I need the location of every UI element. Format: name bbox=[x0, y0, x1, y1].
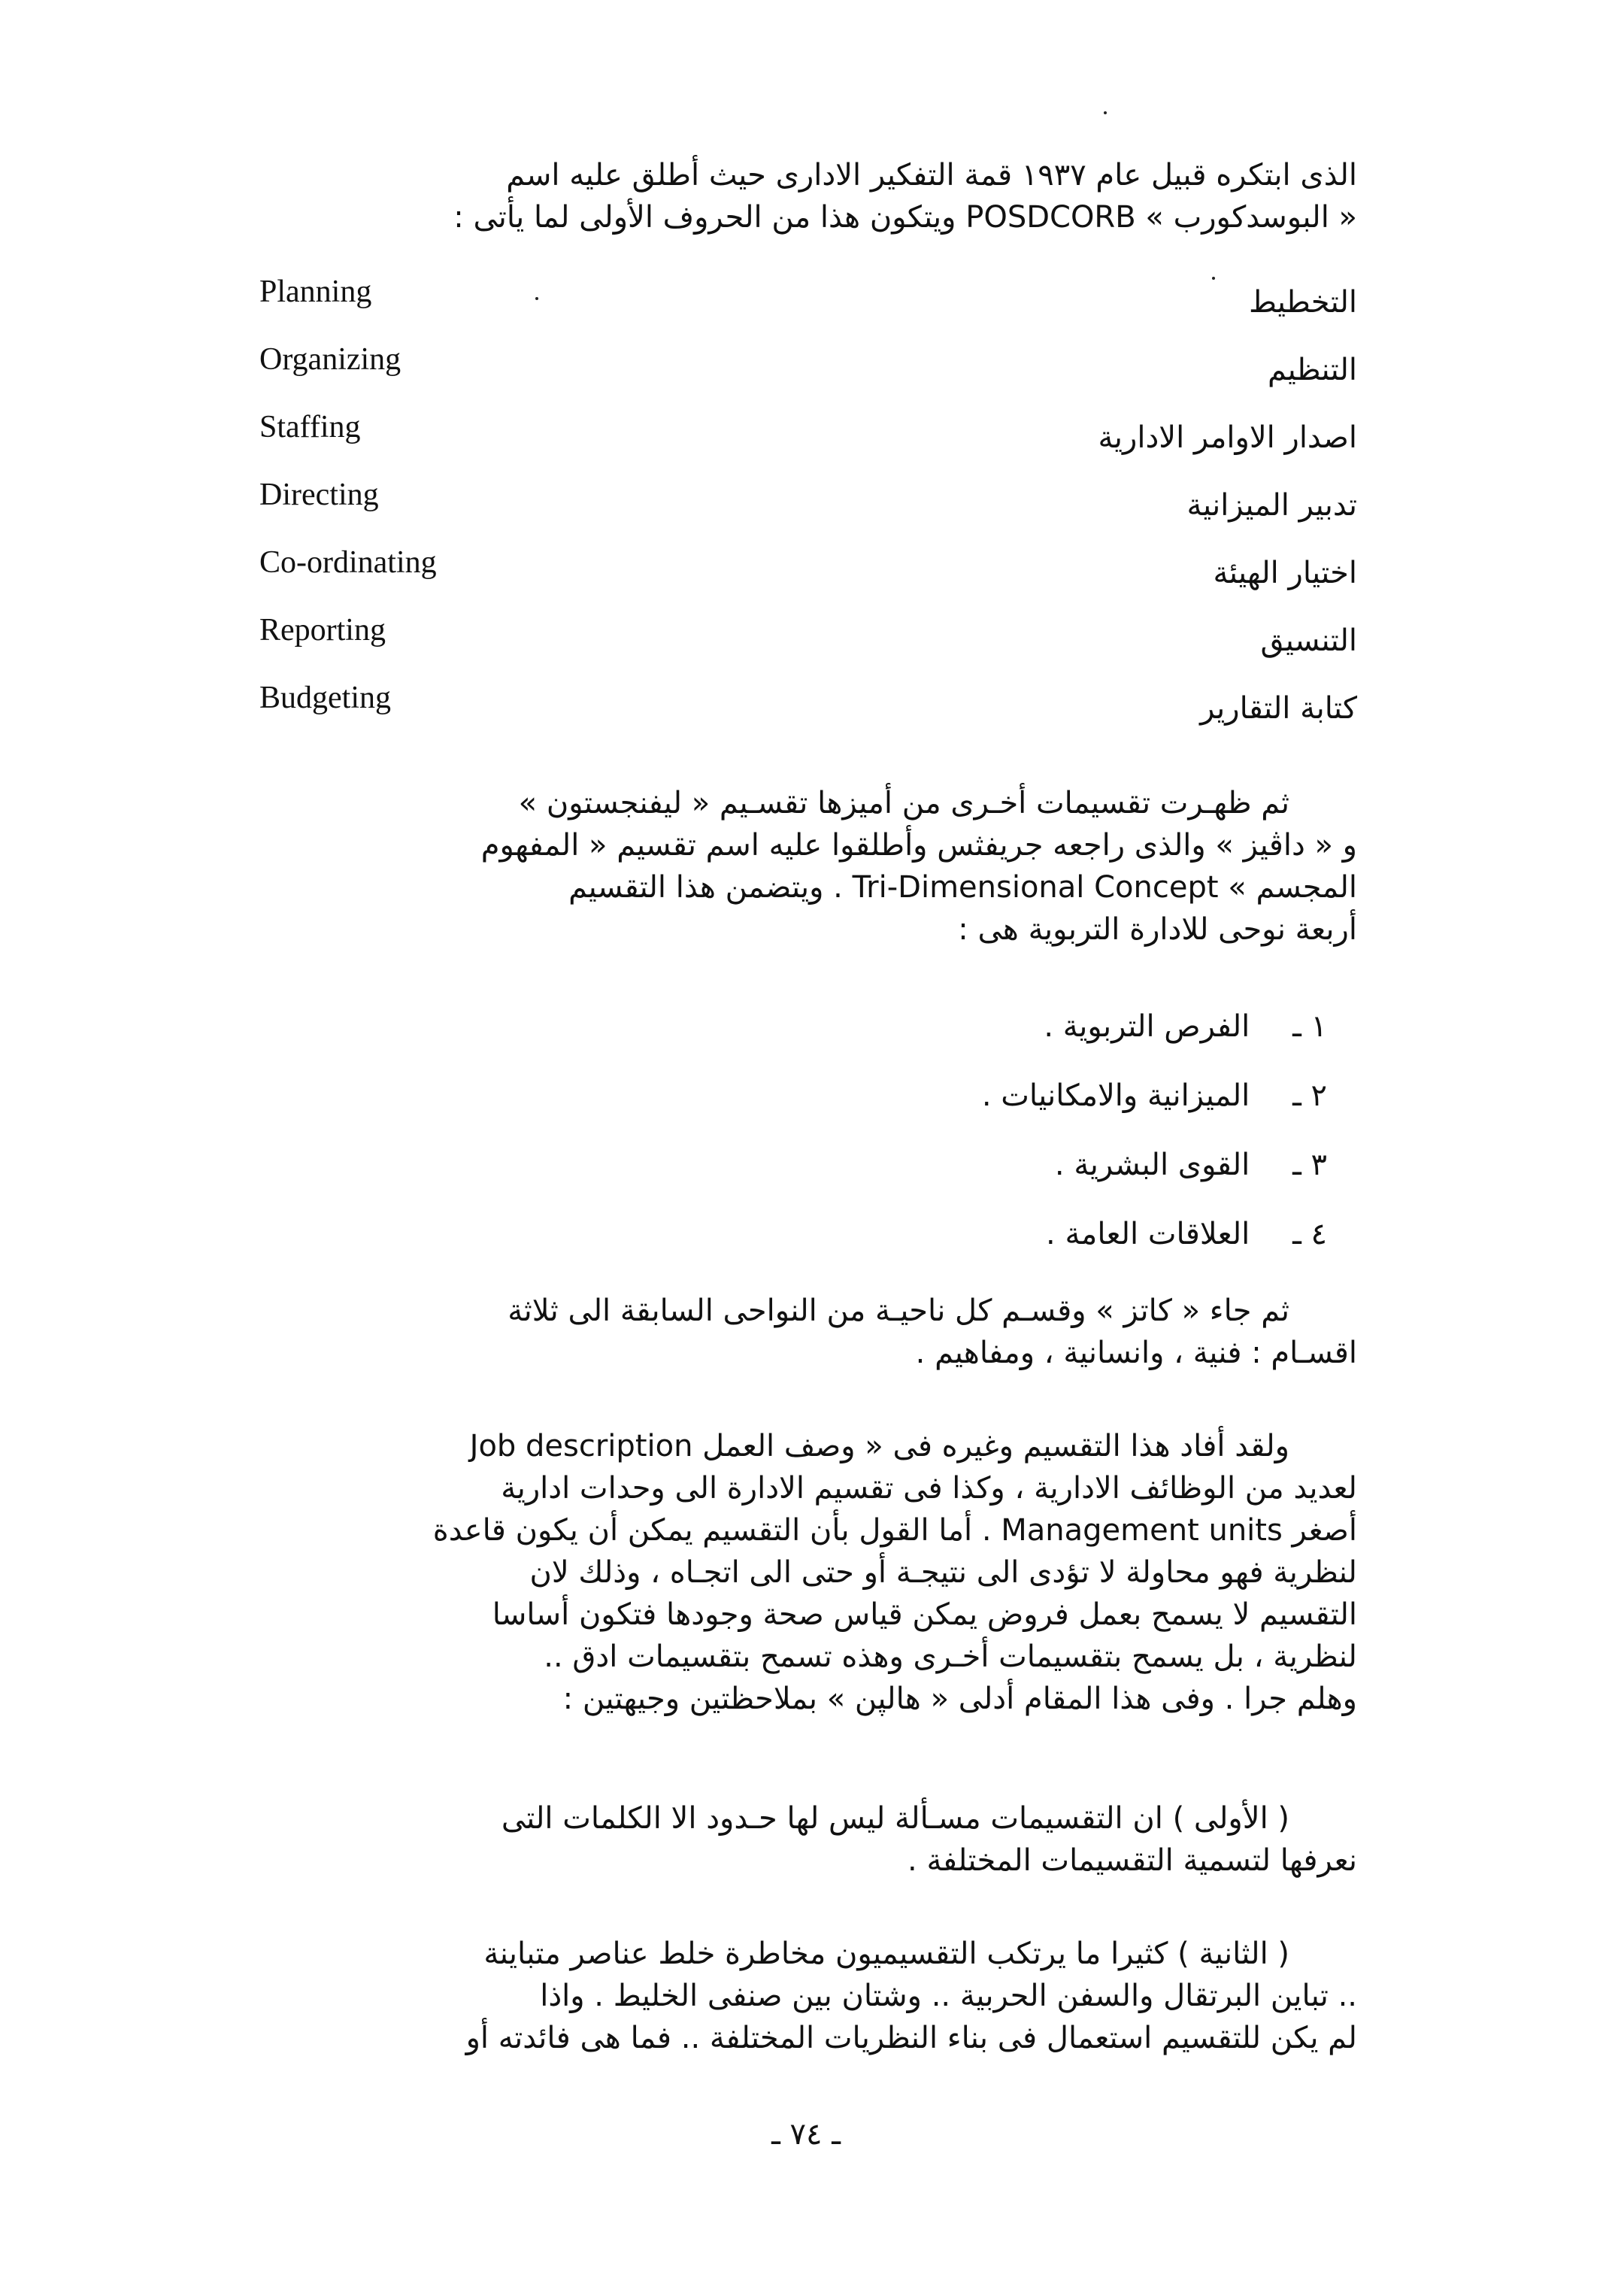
term-arabic: اختيار الهيئة bbox=[1213, 556, 1357, 590]
list-text: الميزانية والامكانيات . bbox=[981, 1078, 1250, 1113]
term-arabic: التنسيق bbox=[1260, 623, 1357, 658]
term-arabic: تدبير الميزانية bbox=[1186, 488, 1357, 523]
paragraph-line: .. تباين البرتقال والسفن الحربية .. وشتان بين صنفى الخليط . واذا bbox=[540, 1979, 1357, 2013]
term-row bbox=[259, 406, 1357, 475]
paragraph-line: ( الثانية ) كثيرا ما يرتكب التقسيميون مخاطرة خلط عناصر متباينة bbox=[483, 1937, 1289, 1971]
paragraph-line: نعرفها لتسمية التقسيمات المختلفة . bbox=[908, 1843, 1357, 1878]
scan-speck bbox=[1104, 111, 1107, 114]
intro-line: الذى ابتكره قبيل عام ١٩٣٧ قمة التفكير الادارى حيث أطلق عليه اسم bbox=[506, 158, 1357, 193]
term-row bbox=[259, 338, 1357, 408]
list-number: ١ ـ bbox=[1292, 1009, 1327, 1044]
paragraph-line: ثم ظهـرت تقسيمات أخـرى من أميزها تقسـيم « ليفنجستون » bbox=[518, 786, 1289, 820]
list-number: ٢ ـ bbox=[1292, 1078, 1327, 1113]
page-number: ـ ٧٤ ـ bbox=[771, 2117, 841, 2152]
list-item bbox=[259, 1073, 1357, 1142]
list-number: ٣ ـ bbox=[1292, 1148, 1327, 1182]
paragraph-line: أربعة نوحى للادارة التربوية هى : bbox=[958, 912, 1357, 947]
term-english: Budgeting bbox=[259, 681, 391, 715]
list-item bbox=[259, 1142, 1357, 1212]
paragraph-line: وهلم جرا . وفى هذا المقام أدلى « هالپن » بملاحظتين وجيهتين : bbox=[562, 1682, 1357, 1716]
term-english: Staffing bbox=[259, 410, 361, 444]
paragraph-line: ولقد أفاد هذا التقسيم وغيره فى « وصف العمل Job description bbox=[469, 1429, 1289, 1463]
paragraph-second-remark bbox=[259, 1933, 1357, 2059]
paragraph-line: لعديد من الوظائف الادارية ، وكذا فى تقسيم الادارة الى وحدات ادارية bbox=[501, 1471, 1357, 1506]
term-row bbox=[259, 271, 1357, 340]
paragraph-line: أصغر Management units . أما القول بأن التقسيم يمكن أن يكون قاعدة bbox=[432, 1513, 1357, 1548]
list-item bbox=[259, 1004, 1357, 1073]
list-item bbox=[259, 1212, 1357, 1281]
term-english: Organizing bbox=[259, 342, 401, 377]
intro-paragraph bbox=[259, 154, 1357, 238]
list-number: ٤ ـ bbox=[1292, 1217, 1327, 1251]
list-text: القوى البشرية . bbox=[1054, 1148, 1250, 1182]
posdcorb-terms bbox=[259, 271, 1357, 752]
paragraph-line: لم يكن للتقسيم استعمال فى بناء النظريات المختلفة .. فما هى فائدته أو bbox=[465, 2021, 1357, 2055]
paragraph-livingston bbox=[259, 782, 1357, 951]
term-arabic: التنظيم bbox=[1268, 353, 1357, 387]
term-row bbox=[259, 609, 1357, 678]
term-english: Co-ordinating bbox=[259, 545, 437, 580]
paragraph-line: التقسيم لا يسمح بعمل فروض يمكن قياس صحة وجودها فتكون أساسا bbox=[492, 1597, 1357, 1632]
list-text: العلاقات العامة . bbox=[1046, 1217, 1250, 1251]
term-row bbox=[259, 474, 1357, 543]
term-english: Planning bbox=[259, 274, 372, 309]
term-row bbox=[259, 541, 1357, 611]
paragraph-line: ( الأولى ) ان التقسيمات مسـألة ليس لها حـدود الا الكلمات التى bbox=[501, 1801, 1289, 1836]
paragraph-line: لنظرية ، بل يسمح بتقسيمات أخـرى وهذه تسمح بتقسيمات ادق .. bbox=[544, 1639, 1357, 1674]
paragraph-katz bbox=[259, 1290, 1357, 1374]
dimensions-list bbox=[259, 1004, 1357, 1281]
term-arabic: كتابة التقارير bbox=[1200, 691, 1357, 726]
paragraph-line: لنظرية فهو محاولة لا تؤدى الى نتيجـة أو حتى الى اتجـاه ، وذلك لان bbox=[529, 1555, 1357, 1590]
intro-line: « البوسدكورب » POSDCORB ويتكون هذا من الحروف الأولى لما يأتى : bbox=[453, 200, 1357, 235]
paragraph-job-description bbox=[259, 1425, 1357, 1720]
term-english: Directing bbox=[259, 478, 379, 512]
paragraph-line: المجسم » Tri-Dimensional Concept . ويتضمن هذا التقسيم bbox=[568, 870, 1357, 905]
term-row bbox=[259, 677, 1357, 746]
paragraph-first-remark bbox=[259, 1797, 1357, 1882]
paragraph-line: و « داڤيز » والذى راجعه جريفثس وأطلقوا عليه اسم تقسيم « المفهوم bbox=[480, 828, 1357, 863]
term-arabic: اصدار الاوامر الادارية bbox=[1098, 420, 1357, 455]
list-text: الفرص التربوية . bbox=[1044, 1009, 1250, 1044]
term-english: Reporting bbox=[259, 613, 386, 648]
paragraph-line: ثم جاء « كاتز » وقسـم كل ناحيـة من النواحى السابقة الى ثلاثة bbox=[508, 1294, 1289, 1328]
paragraph-line: اقسـام : فنية ، وانسانية ، ومفاهيم . bbox=[915, 1336, 1357, 1370]
term-arabic: التخطيط bbox=[1248, 285, 1357, 320]
